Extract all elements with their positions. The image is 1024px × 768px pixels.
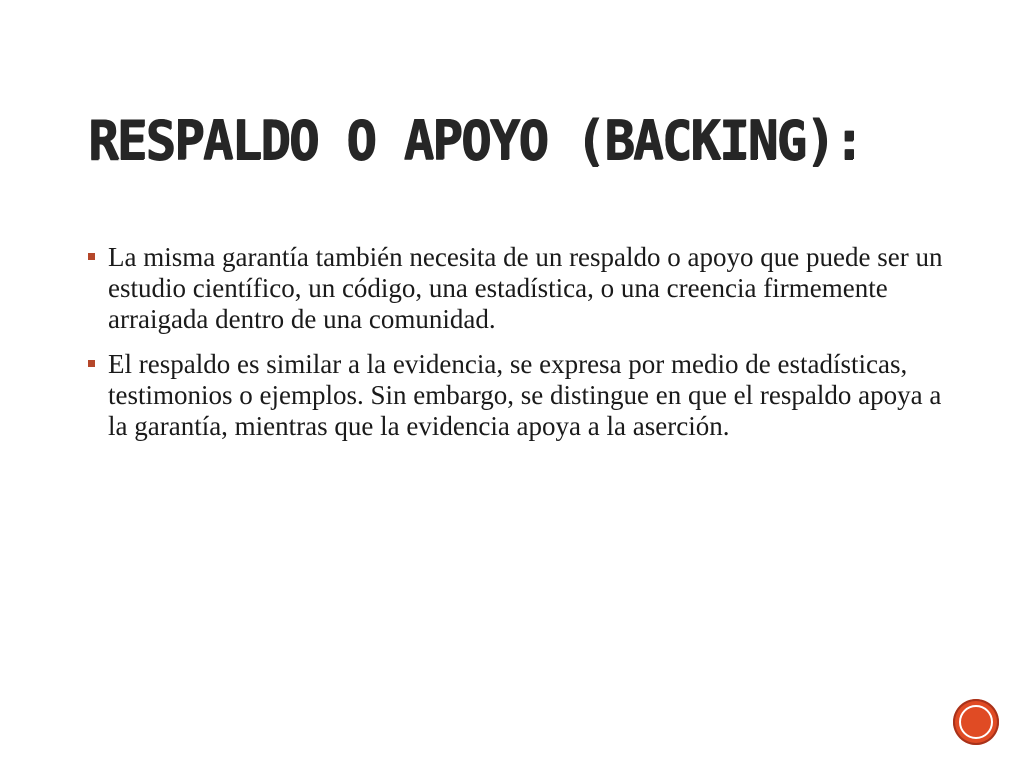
circle-button-icon[interactable] <box>953 699 999 745</box>
bullet-item <box>88 242 948 335</box>
bullet-square-icon <box>88 360 95 367</box>
slide-title: RESPALDO O APOYO (BACKING): <box>88 109 863 172</box>
bullet-square-icon <box>88 253 95 260</box>
ring-icon <box>959 705 993 739</box>
bullet-text: La misma garantía también necesita de un respaldo o apoyo que puede ser un estudio científico, un código, una estadística, o una creencia firmemente arraigada dentro de una comunidad. <box>108 242 943 334</box>
bullet-item <box>88 349 948 442</box>
bullet-text: El respaldo es similar a la evidencia, se expresa por medio de estadísticas, testimonios o ejemplos. Sin embargo, se distingue en que el respaldo apoya a la garantía, mientras que la evidencia apoya a la aserción. <box>108 349 942 441</box>
bullet-list <box>88 242 948 456</box>
